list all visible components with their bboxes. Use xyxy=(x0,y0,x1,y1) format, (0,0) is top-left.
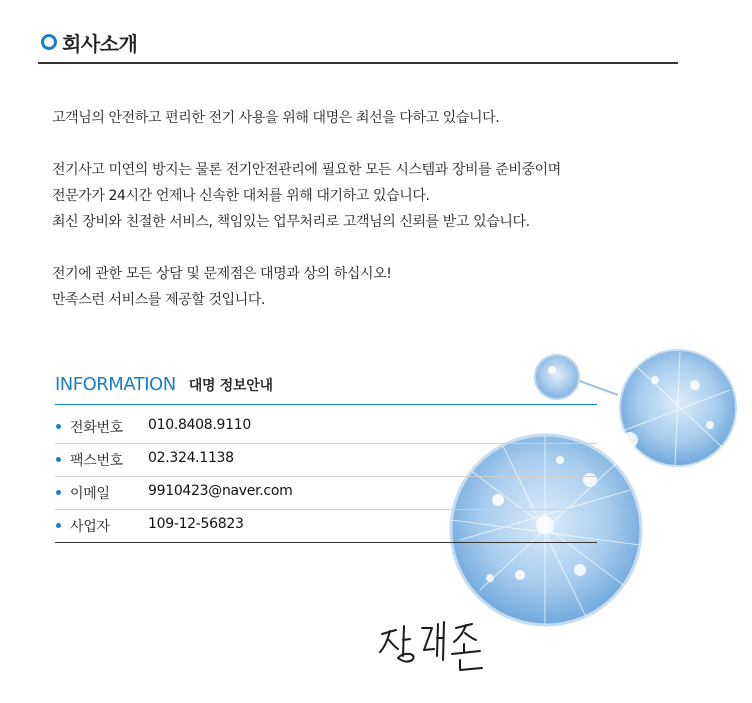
info-label: 팩스번호 xyxy=(70,453,123,469)
bullet-dot-icon xyxy=(56,490,61,495)
information-heading-en: INFORMATION xyxy=(55,374,176,395)
handwritten-signature xyxy=(376,616,496,676)
intro-line: 고객님의 안전하고 편리한 전기 사용을 위해 대명은 최선을 다하고 있습니다. xyxy=(52,110,500,126)
information-list xyxy=(55,411,597,543)
intro-line: 만족스런 서비스를 제공할 것입니다. xyxy=(52,292,266,308)
section-header xyxy=(38,28,678,64)
info-value: 9910423@naver.com xyxy=(148,483,293,499)
info-row-phone xyxy=(55,411,597,444)
information-heading-ko: 대명 정보안내 xyxy=(188,378,273,394)
bullet-dot-icon xyxy=(56,523,61,528)
intro-line: 전기사고 미연의 방지는 물론 전기안전관리에 필요한 모든 시스템과 장비를 준비중이며 xyxy=(52,162,561,178)
info-row-email xyxy=(55,477,597,510)
bullet-dot-icon xyxy=(56,424,61,429)
info-row-fax xyxy=(55,444,597,477)
intro-line: 전문가가 24시간 언제나 신속한 대처를 위해 대기하고 있습니다. xyxy=(52,188,430,204)
intro-text xyxy=(52,105,692,339)
intro-paragraph-3 xyxy=(52,261,692,313)
info-label: 전화번호 xyxy=(70,420,123,436)
intro-line: 최신 장비와 친절한 서비스, 책임있는 업무처리로 고객님의 신뢰를 받고 있습니다. xyxy=(52,214,530,230)
intro-paragraph-2 xyxy=(52,157,692,235)
info-label: 이메일 xyxy=(70,486,110,502)
info-row-business-number xyxy=(55,510,597,543)
information-heading xyxy=(55,374,597,405)
info-label: 사업자 xyxy=(70,519,110,535)
info-value: 109-12-56823 xyxy=(148,516,244,532)
intro-paragraph-1 xyxy=(52,105,692,131)
circle-bullet-icon xyxy=(41,34,57,50)
info-value: 02.324.1138 xyxy=(148,450,234,466)
info-value: 010.8408.9110 xyxy=(148,417,251,433)
intro-line: 전기에 관한 모든 상담 및 문제점은 대명과 상의 하십시오! xyxy=(52,266,392,282)
bullet-dot-icon xyxy=(56,457,61,462)
page-title: 회사소개 xyxy=(62,32,138,56)
